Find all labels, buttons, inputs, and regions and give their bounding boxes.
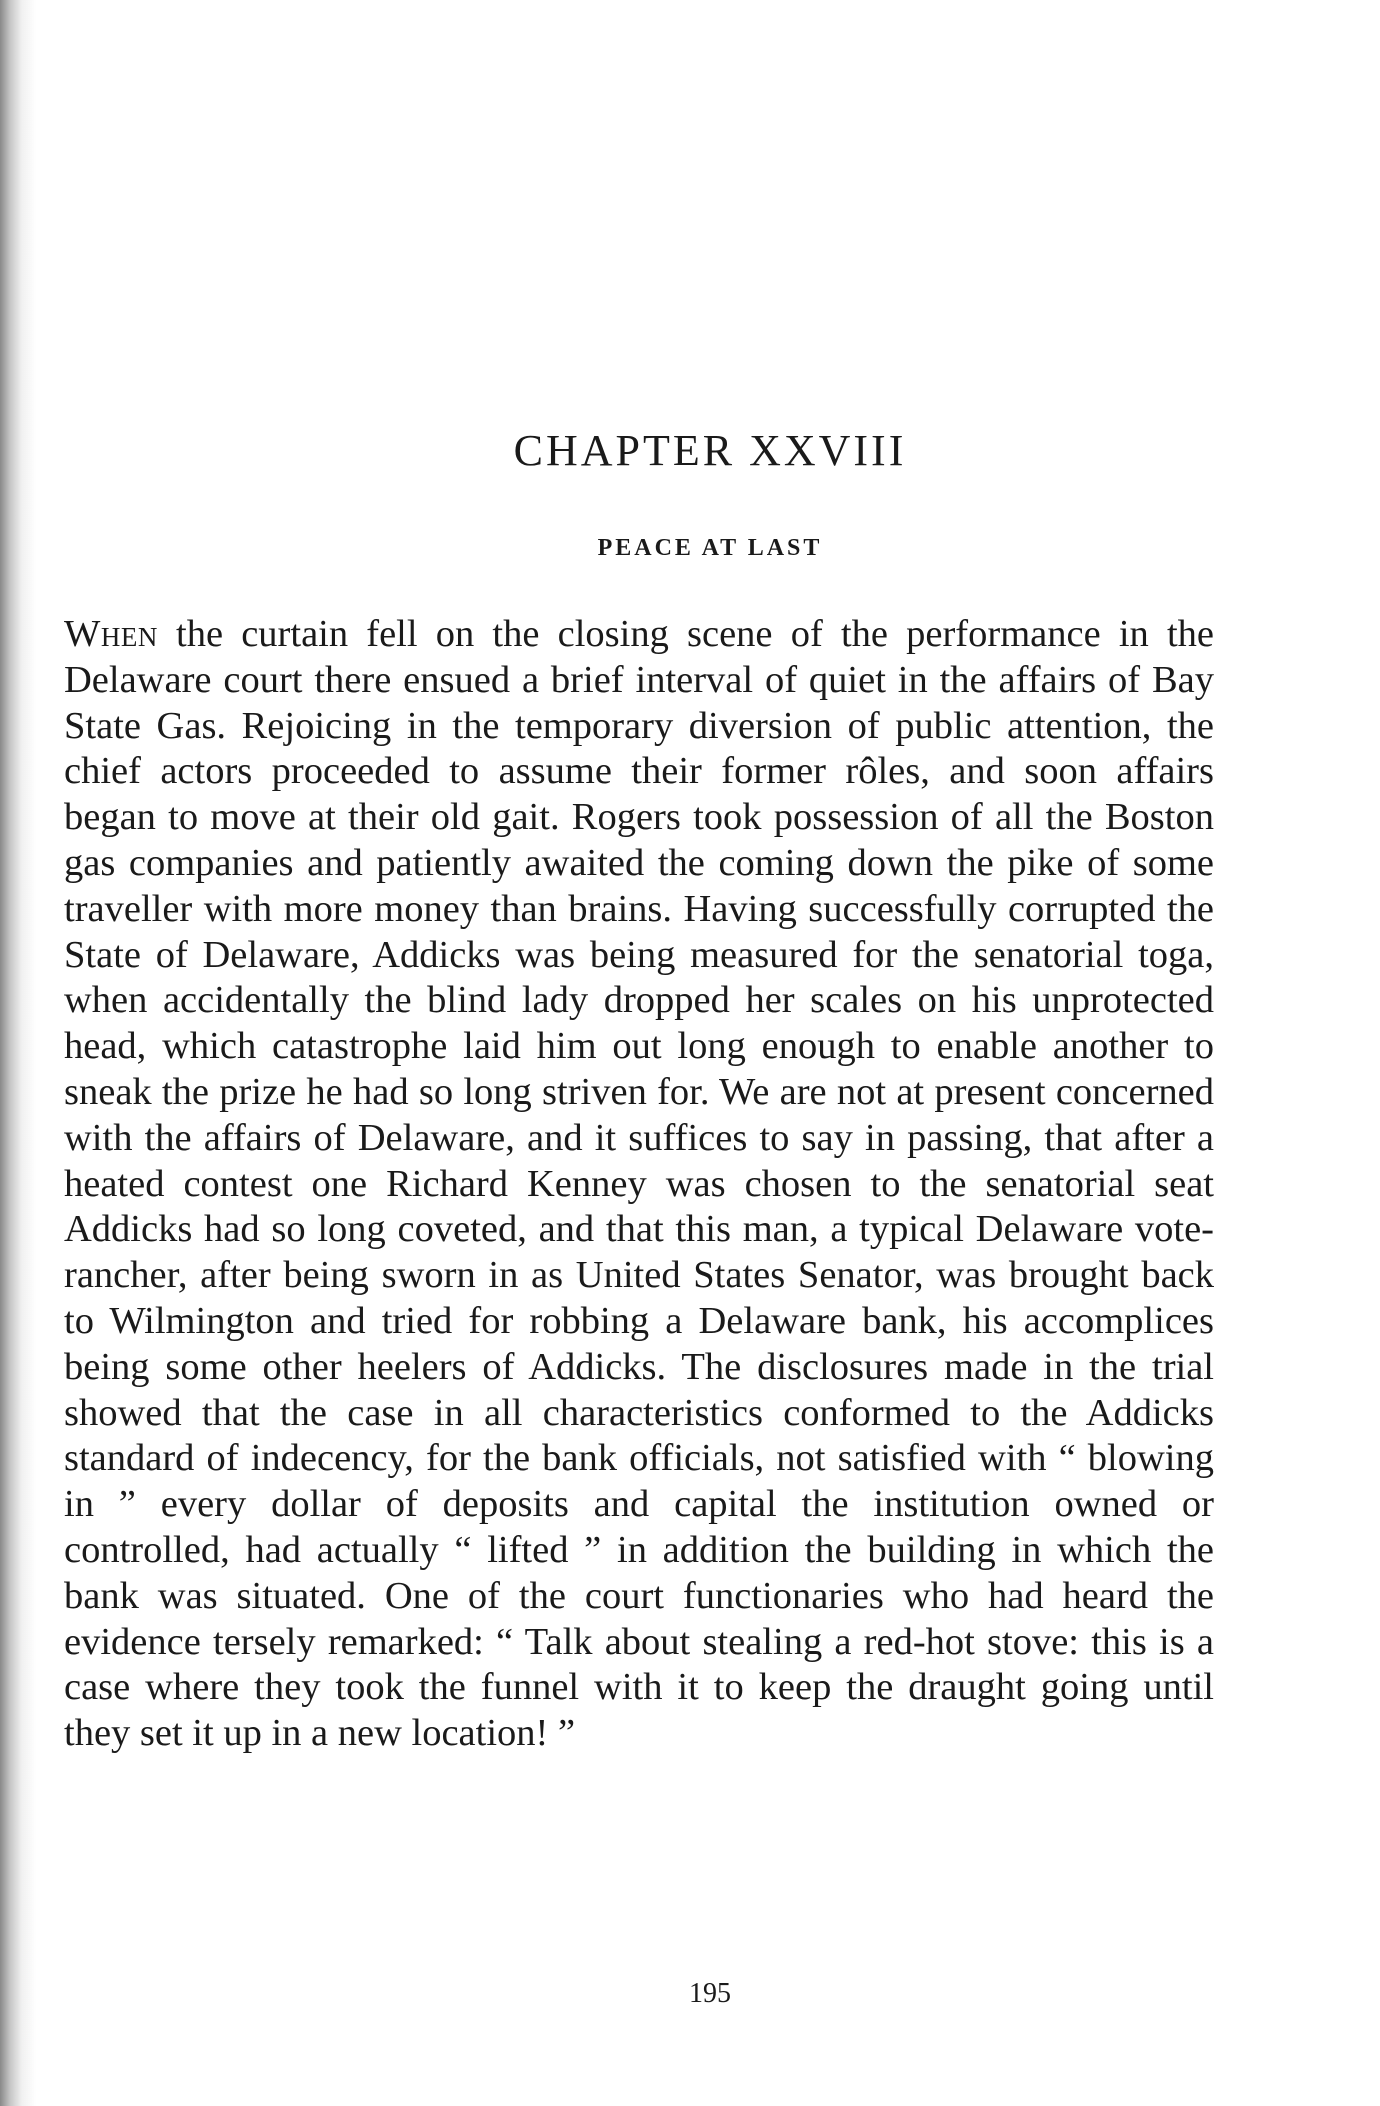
binding-gutter-shadow bbox=[0, 0, 36, 2106]
body-paragraph bbox=[64, 612, 1214, 1757]
chapter-title: CHAPTER XXVIII bbox=[513, 426, 907, 475]
paragraph-lead-word: When bbox=[64, 613, 158, 655]
chapter-subtitle: PEACE AT LAST bbox=[597, 535, 823, 561]
paragraph-text: the curtain fell on the closing scene of the performance in the Delaware court there ensued a brief interval of quiet in the affairs of Bay State Gas. Rejoicing in the temporary diversion of public attention, the chief actors proceeded to assume their former rôles, and soon affairs began to move at their old gait. Rogers took possession of all the Boston gas companies and patiently awaited the coming down the pike of some traveller with more money than brains. Having successfully corrupted the State of Delaware, Addicks was being measured for the senatorial toga, when accidentally the blind lady dropped her scales on his unprotected head, which catastrophe laid him out long enough to enable another to sneak the prize he had so long striven for. We are not at present concerned with the affairs of Delaware, and it suffices to say in passing, that after a heated contest one Richard Kenney was chosen to the senatorial seat Addicks had so long coveted, and that this man, a typical Delaware vote-rancher, after being sworn in as United States Senator, was brought back to Wilmington and tried for robbing a Delaware bank, his accomplices being some other heelers of Addicks. The disclosures made in the trial showed that the case in all characteristics conformed to the Addicks standard of indecency, for the bank officials, not satisfied with “ blowing in ” every dollar of deposits and capital the institution owned or controlled, had actually “ lifted ” in addition the building in which the bank was situated. One of the court functionaries who had heard the evidence tersely remarked: “ Talk about stealing a red-hot stove: this is a case where they took the funnel with it to keep the draught going until they set it up in a new location! ” bbox=[64, 613, 1214, 1755]
page-number: 195 bbox=[689, 1978, 731, 2009]
